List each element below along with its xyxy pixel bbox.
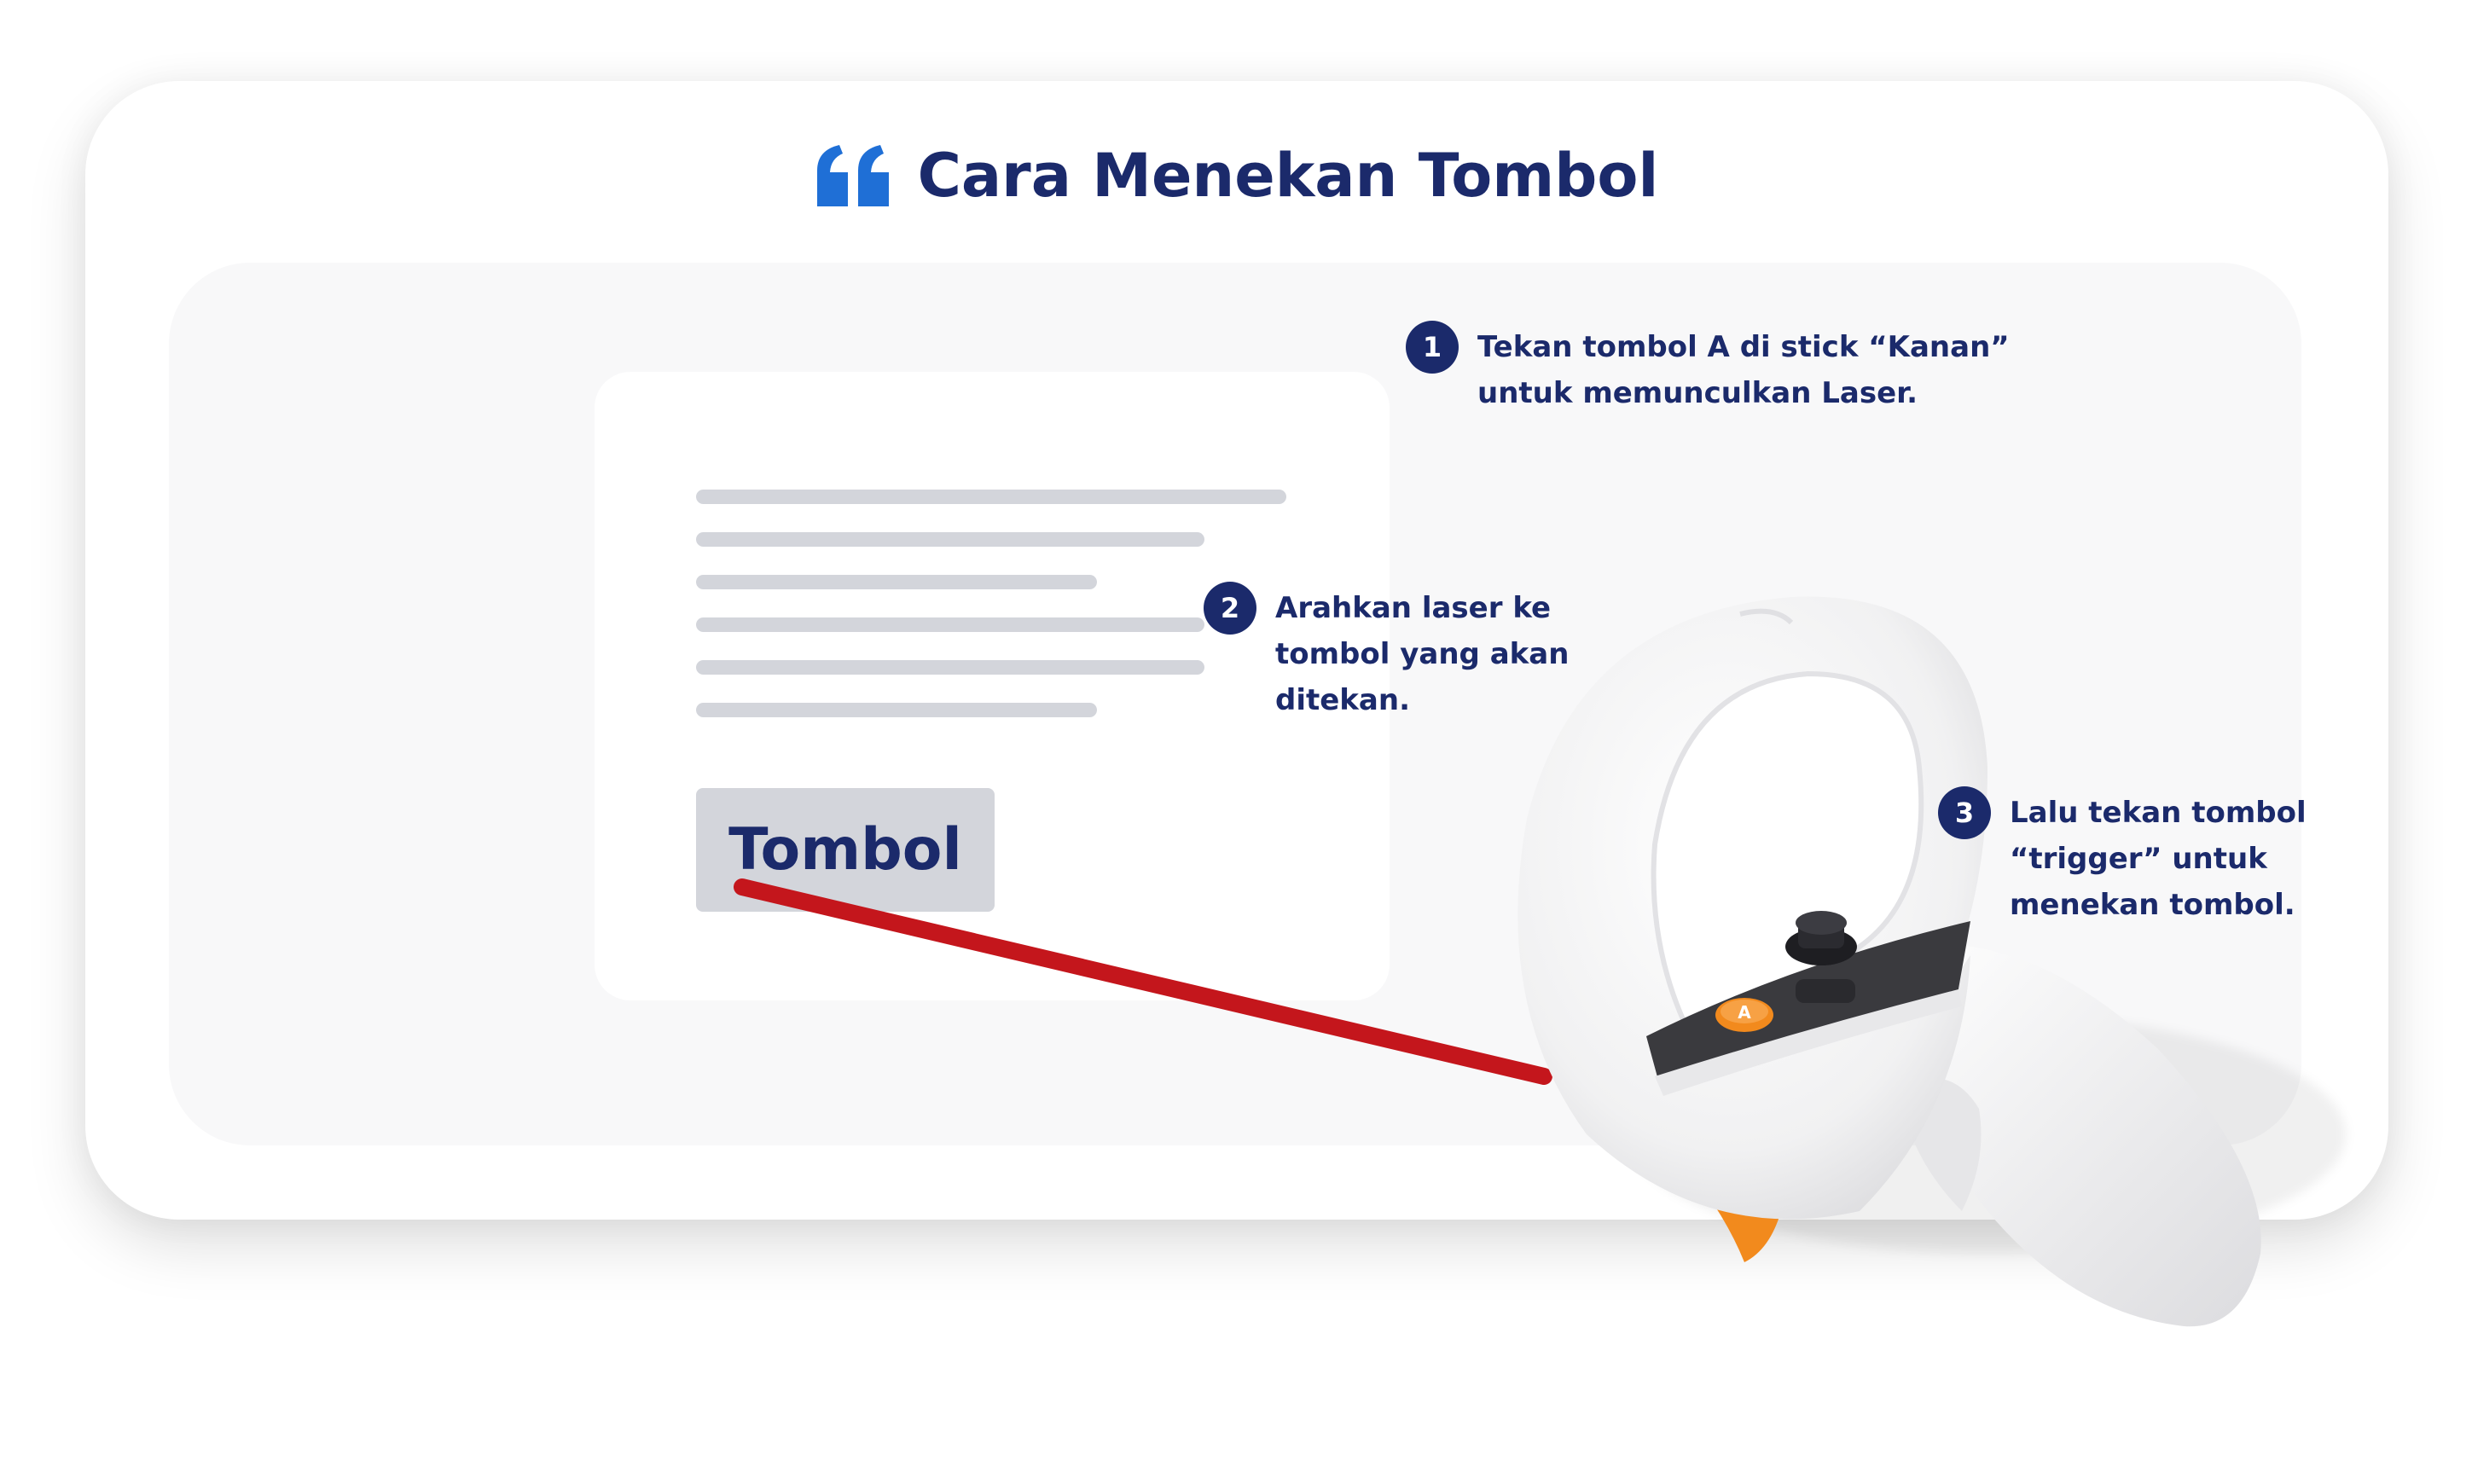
step-line: Lalu tekan tombol xyxy=(2010,796,2307,830)
step-line: Tekan tombol A di stick “Kanan” xyxy=(1477,330,2010,364)
step-number-badge: 2 xyxy=(1204,582,1256,635)
step-line: untuk memunculkan Laser. xyxy=(1477,376,1918,410)
step-description xyxy=(1275,585,1569,723)
step-line: Arahkan laser ke xyxy=(1275,591,1552,625)
step-line: tombol yang akan xyxy=(1275,637,1570,671)
a-button-label: A xyxy=(1738,1002,1751,1023)
step-line: ditekan. xyxy=(1275,683,1410,717)
step-line: “trigger” untuk xyxy=(2010,842,2267,876)
step-3 xyxy=(1938,790,2307,928)
step-description xyxy=(1477,324,2010,416)
step-2 xyxy=(1204,585,1569,723)
page-title: Cara Menekan Tombol xyxy=(917,141,1659,211)
tombol-button[interactable]: Tombol xyxy=(696,788,995,912)
step-description xyxy=(2010,790,2307,928)
step-number-badge: 1 xyxy=(1406,321,1459,374)
step-number-badge: 3 xyxy=(1938,786,1991,839)
step-1 xyxy=(1406,324,2010,416)
step-line: menekan tombol. xyxy=(2010,888,2295,922)
